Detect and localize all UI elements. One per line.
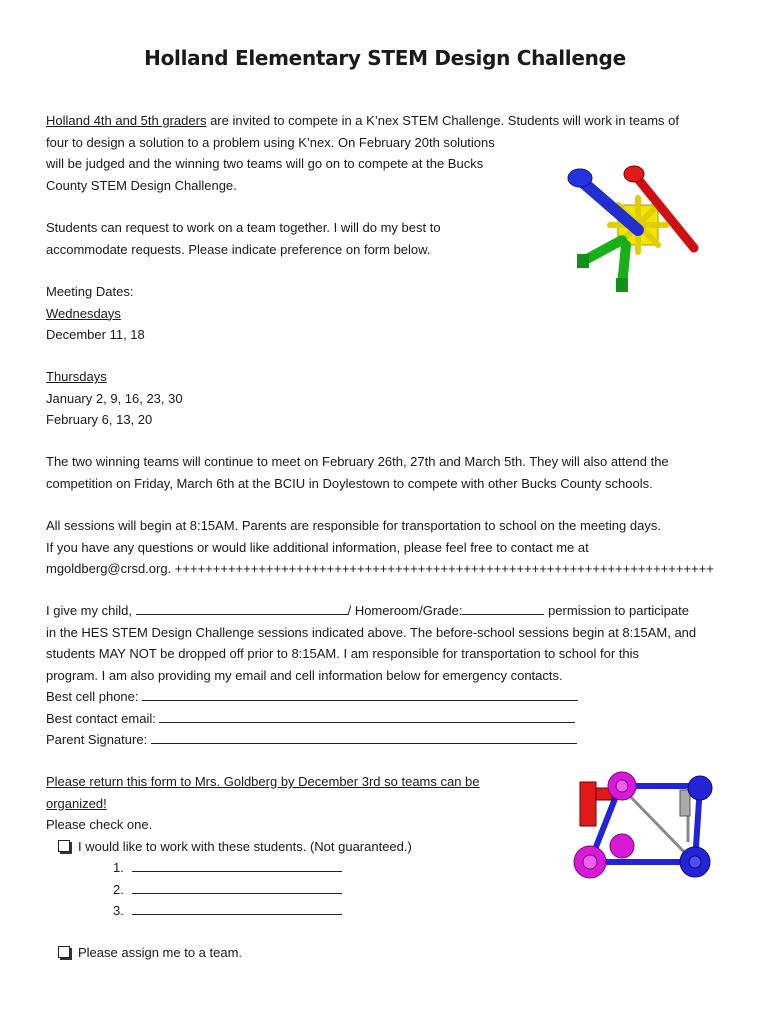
student-1-field[interactable] [132, 859, 342, 872]
knex-grey-piece [680, 790, 690, 816]
sessions-line3: mgoldberg@crsd.org. +++++++++++++++++++++++++++++++++++++++++++++++++++++++++++++++++++++++ [46, 561, 714, 576]
intro-line1: are invited to compete in a K’nex STEM Challenge. Students will work in teams of [206, 113, 680, 128]
knex-connector-magenta-top [608, 772, 636, 800]
parent-signature-field[interactable] [151, 731, 577, 744]
thursdays-label: Thursdays [46, 369, 107, 384]
option-team-checkbox[interactable] [58, 840, 70, 852]
student-line-3: 3. [113, 900, 342, 922]
intro-underlined: Holland 4th and 5th graders [46, 113, 207, 128]
winners-line1: The two winning teams will continue to meet on February 26th, 27th and March 5th. They will also attend the [46, 454, 669, 469]
winners-line2: competition on Friday, March 6th at the BCIU in Doylestown to compete with other Bucks County schools. [46, 475, 653, 491]
student-line-1: 1. [113, 857, 342, 879]
student-line-2: 2. [113, 879, 342, 901]
winners-paragraph [46, 451, 669, 494]
request-paragraph [46, 217, 441, 260]
intro-line4: County STEM Design Challenge. [46, 177, 237, 193]
return-line1: Please return this form to Mrs. Goldberg by December 3rd so teams can be [46, 774, 480, 789]
thursdays-dates-february: February 6, 13, 20 [46, 412, 153, 427]
parent-signature-label: Parent Signature: [46, 732, 151, 747]
knex-model-image-1 [560, 160, 710, 295]
option-assign-checkbox[interactable] [58, 946, 70, 958]
permission-line2: in the HES STEM Design Challenge sessions indicated above. The before-school sessions begin at 8:15AM, and [46, 624, 697, 640]
check-one-label: Please check one. [46, 817, 153, 832]
intro-line2: four to design a solution to a problem using K’nex. On February 20th solutions [46, 134, 495, 150]
thursdays-dates-january: January 2, 9, 16, 23, 30 [46, 390, 183, 406]
meeting-dates [46, 281, 145, 346]
meeting-heading: Meeting Dates: [46, 284, 134, 299]
sessions-line2: If you have any questions or would like additional information, please feel free to contact me at [46, 539, 589, 555]
homeroom-grade-field[interactable] [462, 602, 544, 615]
knex-connector-blue-top [688, 776, 712, 800]
request-line1: Students can request to work on a team together. I will do my best to [46, 220, 441, 235]
return-section [46, 771, 480, 857]
assign-option [58, 942, 242, 964]
thursday-dates [46, 366, 183, 431]
option-team-label: I would like to work with these students. (Not guaranteed.) [78, 838, 412, 854]
return-line2: organized! [46, 795, 107, 811]
sessions-paragraph [46, 515, 714, 580]
student-3-field[interactable] [132, 902, 342, 915]
knex-rod-green [577, 240, 628, 292]
knex-connector-blue-bottom [680, 847, 710, 877]
student-2-field[interactable] [132, 881, 342, 894]
wednesdays-dates: December 11, 18 [46, 327, 145, 342]
knex-model-image-2 [560, 762, 725, 894]
cell-phone-field[interactable] [142, 688, 578, 701]
wednesdays-label: Wednesdays [46, 305, 121, 321]
contact-email-label: Best contact email: [46, 710, 160, 726]
permission-form: I give my child, / Homeroom/Grade: permission to participate in the HES STEM Design Challenge sessions indicated above. The before-school sessions begin at 8:15AM, and students MAY NOT be dropped off prior to 8:15AM. I am responsible for transportation to school for this program. I am also providing my email and cell information below for emergency contacts. Best cell phone: Best contact email: Parent Signature: [46, 603, 697, 747]
intro-line3: will be judged and the winning two teams will go on to compete at the Bucks [46, 156, 484, 171]
child-name-field[interactable] [136, 602, 348, 615]
request-line2: accommodate requests. Please indicate preference on form below. [46, 241, 431, 257]
contact-email-field[interactable] [159, 710, 575, 723]
knex-connector-magenta-mid [610, 834, 634, 858]
cell-phone-label: Best cell phone: [46, 689, 143, 704]
knex-connector-magenta-bottom [574, 846, 606, 878]
page-title: Holland Elementary STEM Design Challenge [144, 46, 626, 70]
sessions-line1: All sessions will begin at 8:15AM. Parents are responsible for transportation to school on the meeting days. [46, 518, 661, 533]
option-assign-label: Please assign me to a team. [78, 945, 243, 960]
permission-line3: students MAY NOT be dropped off prior to 8:15AM. I am responsible for transportation to school for this [46, 646, 640, 661]
permission-line4: program. I am also providing my email and cell information below for emergency contacts. [46, 667, 563, 683]
